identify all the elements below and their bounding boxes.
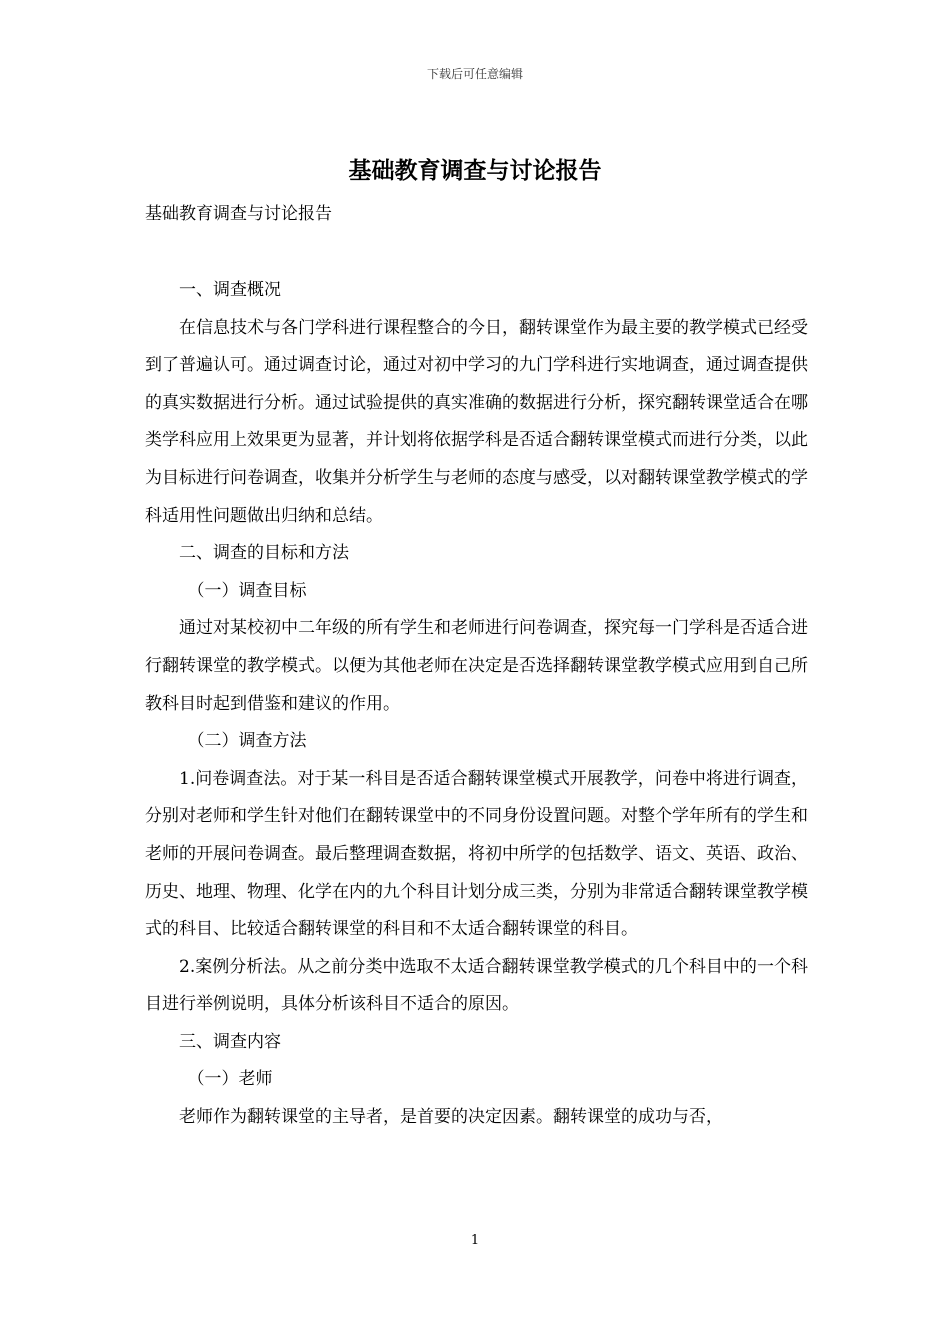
document-subtitle: 基础教育调查与讨论报告 [145,204,332,224]
paragraph-goals: 通过对某校初中二年级的所有学生和老师进行问卷调查，探究每一门学科是否适合进行翻转课堂的教学模式。以便为其他老师在决定是否选择翻转课堂教学模式应用到自己所教科目时起到借鉴和建议的作用。 [145,618,808,714]
section-heading-content: 三、调查内容 [179,1031,281,1052]
page-number: 1 [470,1233,480,1248]
paragraph-overview: 在信息技术与各门学科进行课程整合的今日，翻转课堂作为最主要的教学模式已经受到了普遍认可。通过调查讨论，通过对初中学习的九门学科进行实地调查，通过调查提供的真实数据进行分析。通过试验提供的真实准确的数据进行分析，探究翻转课堂适合在哪类学科应用上效果更为显著，并计划将依据学科是否适合翻转课堂模式而进行分类，以此为目标进行问卷调查，收集并分析学生与老师的态度与感受，以对翻转课堂教学模式的学科适用性问题做出归纳和总结。 [145,317,808,526]
document-title: 基础教育调查与讨论报告 [348,157,602,184]
page-header-note: 下载后可任意编辑 [426,67,523,81]
section-heading-goals-methods: 二、调查的目标和方法 [179,543,349,564]
subheading-teachers: （一）老师 [187,1069,273,1090]
paragraph-method-case: 2.案例分析法。从之前分类中选取不太适合翻转课堂教学模式的几个科目中的一个科目进行举例说明，具体分析该科目不适合的原因。 [145,956,808,1015]
section-heading-overview: 一、调查概况 [179,280,281,300]
paragraph-method-survey: 1.问卷调查法。对于某一科目是否适合翻转课堂模式开展教学，问卷中将进行调查，分别对老师和学生针对他们在翻转课堂中的不同身份设置问题。对整个学年所有的学生和老师的开展问卷调查。最后整理调查数据，将初中所学的包括数学、语文、英语、政治、历史、地理、物理、化学在内的九个科目计划分成三类，分别为非常适合翻转课堂教学模式的科目、比较适合翻转课堂的科目和不太适合翻转课堂的科目。 [145,768,808,940]
paragraph-teachers: 老师作为翻转课堂的主导者，是首要的决定因素。翻转课堂的成功与否， [179,1107,723,1128]
subheading-goals: （一）调查目标 [187,580,307,601]
subheading-methods: （二）调查方法 [187,731,307,752]
document-body [145,272,808,1137]
